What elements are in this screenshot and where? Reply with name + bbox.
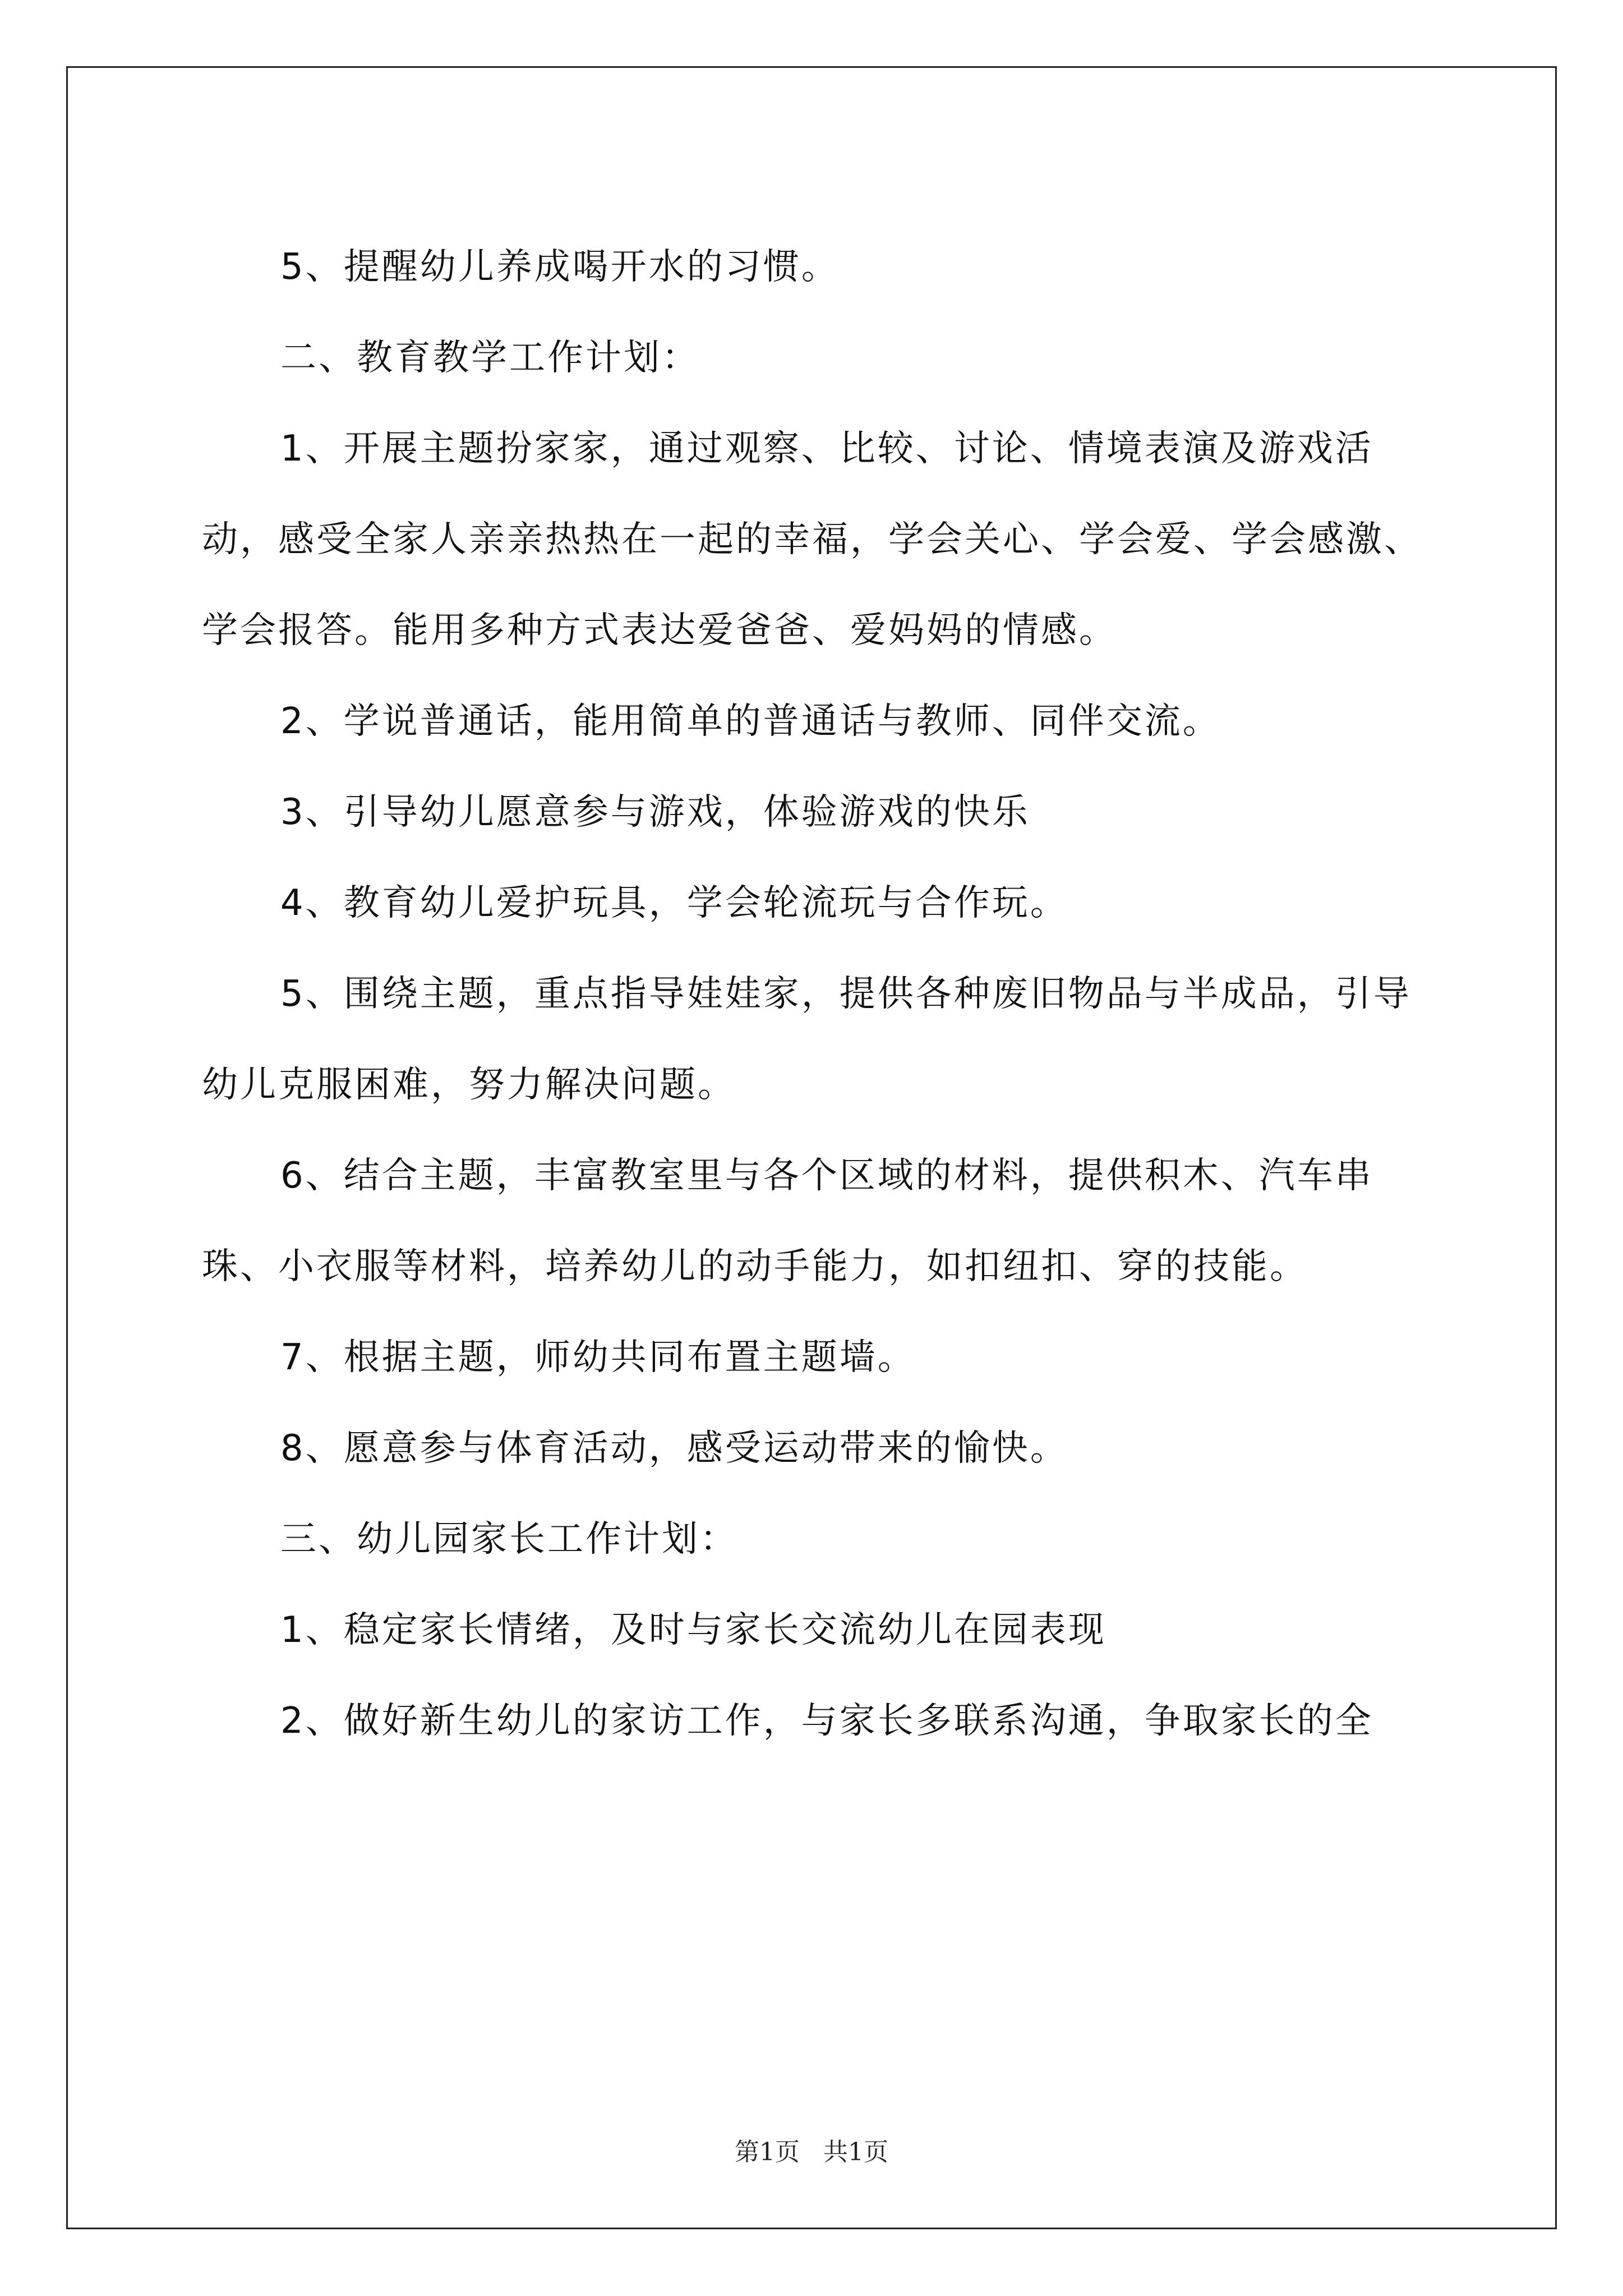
paragraph: 1、开展主题扮家家，通过观察、比较、讨论、情境表演及游戏活动，感受全家人亲亲热热在一起的幸福，学会关心、学会爱、学会感激、学会报答。能用多种方式表达爱爸爸、爱妈妈的情感。 <box>202 428 1422 651</box>
paragraph: 5、提醒幼儿养成喝开水的习惯。 <box>280 246 840 288</box>
paragraph: 8、愿意参与体育活动，感受运动带来的愉快。 <box>280 1428 1068 1469</box>
section-heading: 三、幼儿园家长工作计划： <box>280 1519 738 1560</box>
paragraph: 2、学说普通话，能用简单的普通话与教师、同伴交流。 <box>280 701 1221 742</box>
paragraph: 3、引导幼儿愿意参与游戏，体验游戏的快乐 <box>280 792 1030 833</box>
section-heading: 二、教育教学工作计划： <box>280 337 700 379</box>
paragraph: 2、做好新生幼儿的家访工作，与家长多联系沟通，争取家长的全 <box>280 1700 1373 1742</box>
page-footer <box>0 2132 1623 2168</box>
page-number: 第1页 共1页 <box>735 2138 888 2166</box>
paragraph: 1、稳定家长情绪，及时与家长交流幼儿在园表现 <box>280 1609 1106 1651</box>
paragraph: 7、根据主题，师幼共同布置主题墙。 <box>280 1337 916 1378</box>
paragraph: 6、结合主题，丰富教室里与各个区域的材料，提供积木、汽车串珠、小衣服等材料，培养幼儿的动手能力，如扣纽扣、穿的技能。 <box>202 1155 1373 1287</box>
paragraph: 4、教育幼儿爱护玩具，学会轮流玩与合作玩。 <box>280 882 1068 924</box>
paragraph: 5、围绕主题，重点指导娃娃家，提供各种废旧物品与半成品，引导幼儿克服困难，努力解决问题。 <box>202 973 1412 1106</box>
document-body <box>202 222 1424 1766</box>
